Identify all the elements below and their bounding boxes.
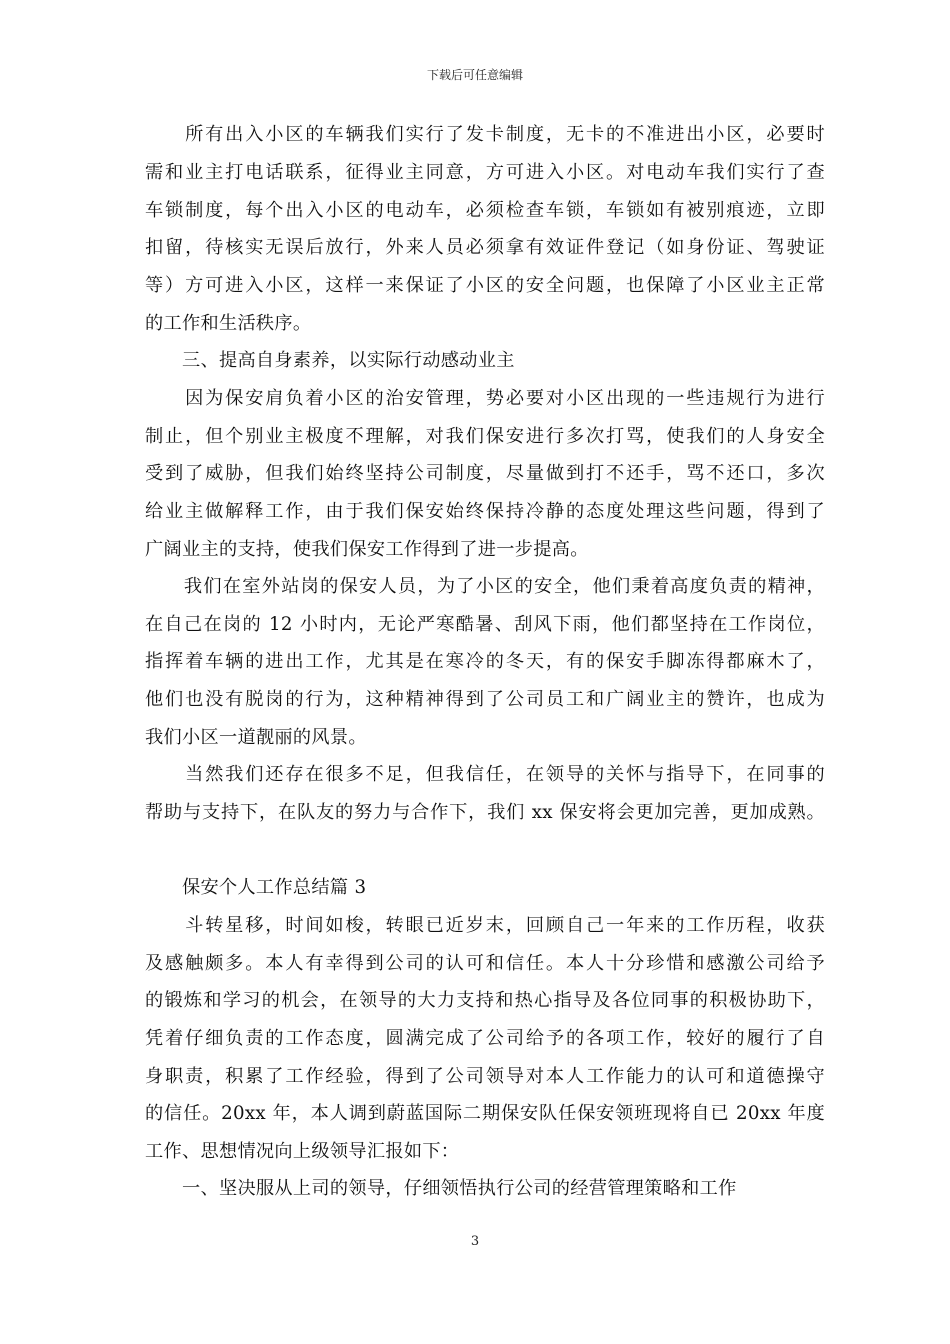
text-line: 身职责，积累了工作经验，得到了公司领导对本人工作能力的认可和道德操守 [145, 1066, 825, 1087]
text-line: 帮助与支持下，在队友的努力与合作下，我们 xx 保安将会更加完善，更加成熟。 [145, 802, 825, 823]
text-line: 需和业主打电话联系，征得业主同意，方可进入小区。对电动车我们实行了查 [145, 162, 825, 183]
page-header: 下载后可任意编辑 [426, 68, 523, 82]
text-line: 受到了威胁，但我们始终坚持公司制度，尽量做到打不还手，骂不还口，多次 [145, 463, 825, 484]
text-line: 所有出入小区的车辆我们实行了发卡制度，无卡的不准进出小区，必要时 [145, 124, 825, 145]
text-line: 斗转星移，时间如梭，转眼已近岁末，回顾自己一年来的工作历程，收获 [145, 915, 825, 936]
text-line: 指挥着车辆的进出工作，尤其是在寒冷的冬天，有的保安手脚冻得都麻木了， [145, 651, 825, 672]
text-line: 他们也没有脱岗的行为，这种精神得到了公司员工和广阔业主的赞许，也成为 [145, 689, 825, 710]
text-line: 等）方可进入小区，这样一来保证了小区的安全问题，也保障了小区业主正常 [145, 275, 825, 296]
text-line: 车锁制度，每个出入小区的电动车，必须检查车锁，车锁如有被别痕迹，立即 [145, 200, 825, 221]
section-title: 保安个人工作总结篇 3 [145, 877, 367, 898]
text-line: 凭着仔细负责的工作态度，圆满完成了公司给予的各项工作，较好的履行了自 [145, 1028, 825, 1049]
section-heading: 三、提高自身素养，以实际行动感动业主 [145, 350, 515, 371]
text-line: 在自己在岗的 12 小时内，无论严寒酷暑、刮风下雨，他们都坚持在工作岗位， [145, 614, 825, 635]
text-line: 我们小区一道靓丽的风景。 [145, 727, 367, 748]
text-line: 工作、思想情况向上级领导汇报如下： [145, 1141, 460, 1162]
text-line: 广阔业主的支持，使我们保安工作得到了进一步提高。 [145, 539, 589, 560]
section-heading: 一、坚决服从上司的领导，仔细领悟执行公司的经营管理策略和工作 [145, 1178, 737, 1199]
text-line: 我们在室外站岗的保安人员，为了小区的安全，他们秉着高度负责的精神， [145, 576, 825, 597]
text-line: 给业主做解释工作，由于我们保安始终保持冷静的态度处理这些问题，得到了 [145, 501, 825, 522]
text-line: 因为保安肩负着小区的治安管理，势必要对小区出现的一些违规行为进行 [145, 388, 825, 409]
page-number: 3 [470, 1234, 480, 1249]
text-line: 的工作和生活秩序。 [145, 313, 312, 334]
text-line: 及感触颇多。本人有幸得到公司的认可和信任。本人十分珍惜和感激公司给予 [145, 953, 825, 974]
text-line: 当然我们还存在很多不足，但我信任，在领导的关怀与指导下，在同事的 [145, 764, 825, 785]
text-line: 制止，但个别业主极度不理解，对我们保安进行多次打骂，使我们的人身安全 [145, 426, 825, 447]
text-line: 的信任。20xx 年，本人调到蔚蓝国际二期保安队任保安领班现将自已 20xx 年度 [145, 1103, 825, 1124]
text-line: 扣留，待核实无误后放行，外来人员必须拿有效证件登记（如身份证、驾驶证 [145, 237, 825, 258]
text-line: 的锻炼和学习的机会，在领导的大力支持和热心指导及各位同事的积极协助下， [145, 990, 825, 1011]
